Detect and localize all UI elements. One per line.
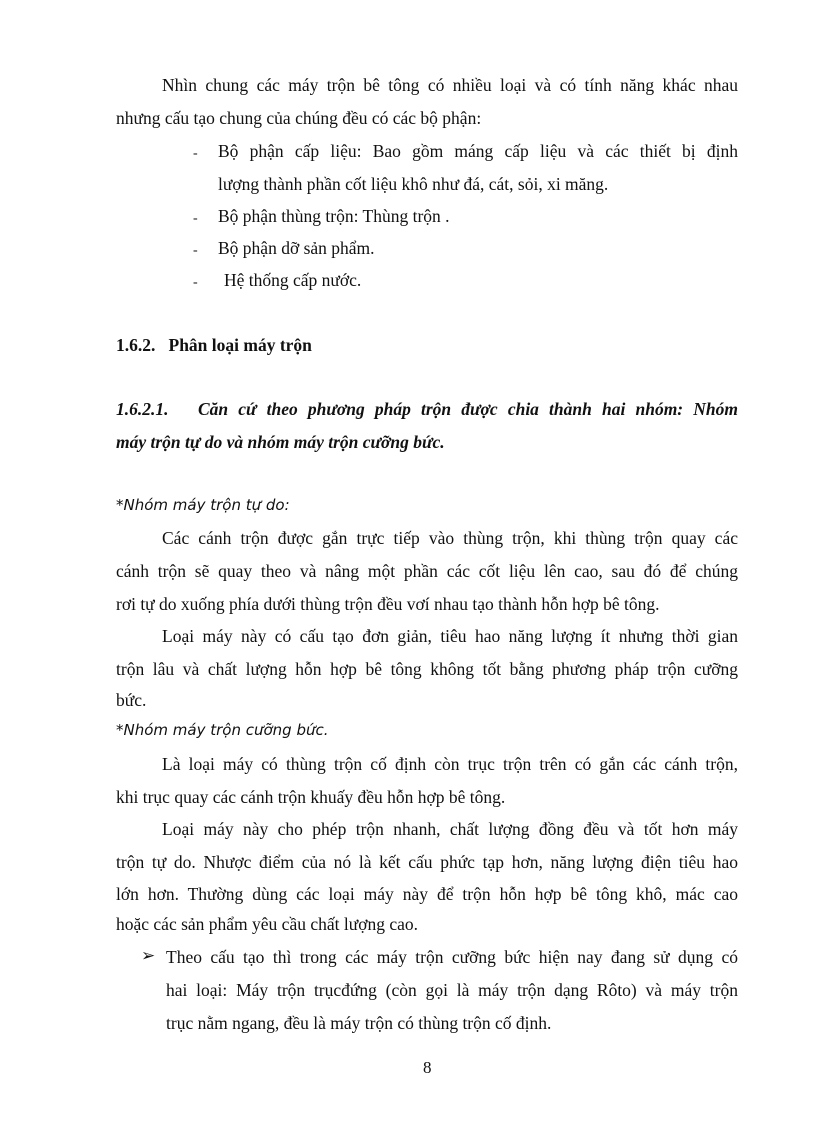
- intro-line-2: nhưng cấu tạo chung của chúng đều có các bộ phận:: [116, 108, 482, 128]
- arrow-bullet-icon: ➢: [141, 946, 156, 966]
- free-group-label: *Nhóm máy trộn tự do:: [116, 496, 290, 514]
- free-group-p2-line-1: Loại máy này có cấu tạo đơn giản, tiêu hao năng lượng ít nhưng thời gian: [162, 626, 738, 646]
- arrow-item-line-3: trục nằm ngang, đều là máy trộn có thùng trộn cố định.: [166, 1013, 552, 1033]
- arrow-item-line-2: hai loại: Máy trộn trụcđứng (còn gọi là máy trộn dạng Rôto) và máy trộn: [166, 980, 738, 1000]
- forced-group-p1-line-1: Là loại máy có thùng trộn cố định còn trục trộn trên có gắn các cánh trộn,: [162, 754, 738, 774]
- forced-group-p2-line-3: lớn hơn. Thường dùng các loại máy này để trộn hỗn hợp bê tông khô, mác cao: [116, 884, 738, 904]
- section-heading: 1.6.2. Phân loại máy trộn: [116, 335, 312, 355]
- forced-group-p2-line-4: hoặc các sản phẩm yêu cầu chất lượng cao.: [116, 914, 419, 934]
- free-group-p2-line-2: trộn lâu và chất lượng hỗn hợp bê tông không tốt bằng phương pháp trộn cưỡng: [116, 659, 738, 679]
- subsection-number: 1.6.2.1.: [116, 399, 169, 419]
- part-item-4: Hệ thống cấp nước.: [224, 270, 362, 290]
- free-group-p1-line-3: rơi tự do xuống phía dưới thùng trộn đều vơí nhau tạo thành hỗn hợp bê tông.: [116, 594, 660, 614]
- part-item-3: Bộ phận dỡ sản phẩm.: [218, 238, 375, 258]
- bullet-dash: -: [193, 243, 198, 258]
- free-group-p1-line-1: Các cánh trộn được gắn trực tiếp vào thùng trộn, khi thùng trộn quay các: [162, 528, 738, 548]
- bullet-dash: -: [193, 211, 198, 226]
- forced-group-p2-line-2: trộn tự do. Nhược điểm của nó là kết cấu phức tạp hơn, năng lượng điện tiêu hao: [116, 852, 738, 872]
- bullet-dash: -: [193, 146, 198, 161]
- subsection-title-line-2: máy trộn tự do và nhóm máy trộn cưỡng bức.: [116, 432, 445, 452]
- part-item-2: Bộ phận thùng trộn: Thùng trộn .: [218, 206, 450, 226]
- page-number: 8: [423, 1058, 432, 1077]
- part-item-1-line-1: Bộ phận cấp liệu: Bao gồm máng cấp liệu và các thiết bị định: [218, 141, 738, 161]
- bullet-dash: -: [193, 275, 198, 290]
- free-group-p1-line-2: cánh trộn sẽ quay theo và nâng một phần các cốt liệu lên cao, sau đó để chúng: [116, 561, 738, 581]
- part-item-1-line-2: lượng thành phần cốt liệu khô như đá, cát, sỏi, xi măng.: [218, 174, 609, 194]
- forced-group-p1-line-2: khi trục quay các cánh trộn khuấy đều hỗn hợp bê tông.: [116, 787, 506, 807]
- forced-group-p2-line-1: Loại máy này cho phép trộn nhanh, chất lượng đồng đều và tốt hơn máy: [162, 819, 738, 839]
- intro-line-1: Nhìn chung các máy trộn bê tông có nhiều loại và có tính năng khác nhau: [162, 75, 738, 95]
- forced-group-label: *Nhóm máy trộn cưỡng bức.: [116, 721, 329, 739]
- arrow-item-line-1: Theo cấu tạo thì trong các máy trộn cưỡng bức hiện nay đang sử dụng có: [166, 947, 738, 967]
- free-group-p2-line-3: bức.: [116, 690, 147, 710]
- subsection-title-line-1: Căn cứ theo phương pháp trộn được chia thành hai nhóm: Nhóm: [198, 399, 738, 419]
